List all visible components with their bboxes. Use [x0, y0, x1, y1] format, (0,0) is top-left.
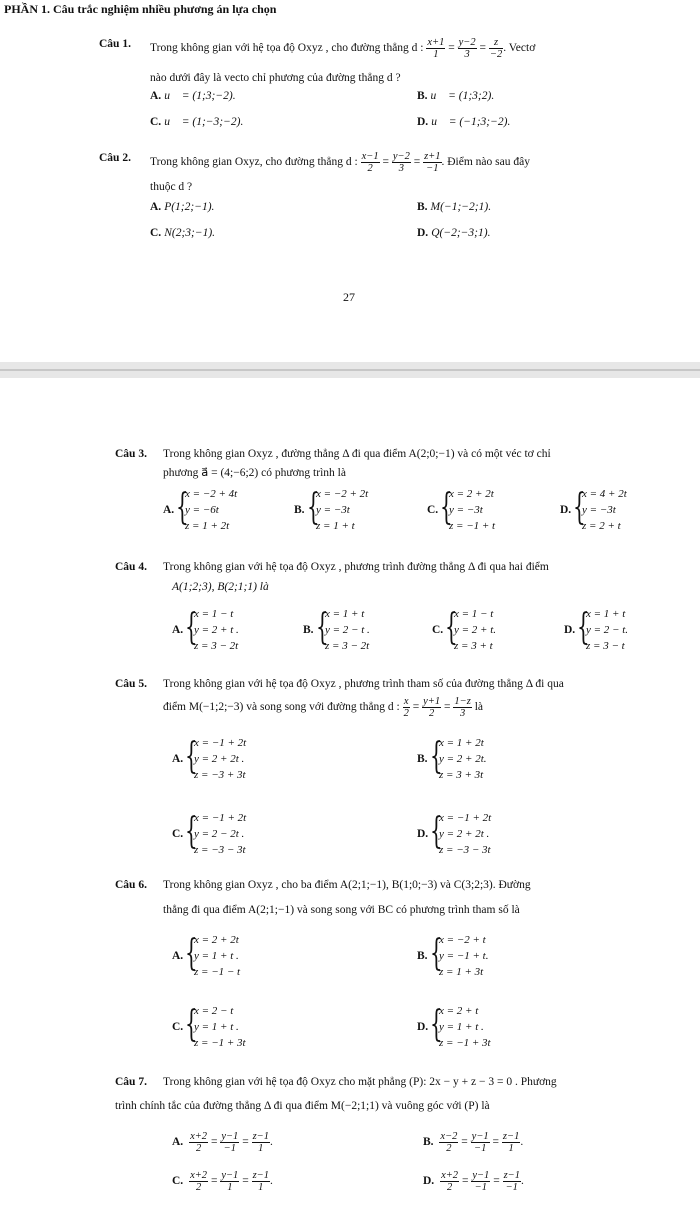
q7-option-d[interactable]: D. $\frac{x+2}{2}$ = $\frac{y-1}{-1}$ = $\frac{z-1}{-1}$ . [423, 1170, 524, 1193]
q1-stem-text: Trong không gian với hệ tọa độ Oxyz , cho đường thẳng d : [150, 42, 424, 55]
q3-label: Câu 3. [115, 448, 147, 460]
q1-option-c[interactable]: C. u⃗ = (1;−3;−2). [150, 116, 244, 128]
q1-stem: Trong không gian với hệ tọa độ Oxyz , cho đường thẳng d : $\frac{x+1}{1}$ = $\frac{y-2}{3}$ = $\frac{z}{-2}$ . Vectơ [150, 37, 536, 60]
q1-stem-cont: nào dưới đây là vecto chỉ phương của đường thẳng d ? [150, 72, 401, 84]
q4-label: Câu 4. [115, 561, 147, 573]
q3-stem: Trong không gian Oxyz , đường thẳng Δ đi qua điểm A(2;0;−1) và có một véc tơ chỉ [163, 448, 551, 460]
q1-option-b[interactable]: B. u⃗ = (1;3;2). [417, 90, 495, 102]
q2-option-b[interactable]: B. M(−1;−2;1). [417, 201, 492, 213]
q7-stem-cont: trình chính tắc của đường thẳng Δ đi qua điểm M(−2;1;1) và vuông góc với (P) là [115, 1100, 490, 1112]
q1-frac-x: $\frac{x+1}{1}$ [427, 37, 445, 60]
q5-frac-y: $\frac{y+1}{2}$ [423, 696, 441, 719]
q2-option-c[interactable]: C. N(2;3;−1). [150, 227, 216, 239]
q2-frac-z: $\frac{z+1}{-1}$ [424, 151, 441, 174]
q2-stem-cont: thuộc d ? [150, 181, 193, 193]
q2-frac-x: $\frac{x-1}{2}$ [361, 151, 379, 174]
q1-option-d[interactable]: D. u⃗ = (−1;3;−2). [417, 116, 511, 128]
q5-frac-x: $\frac{x}{2}$ [403, 696, 409, 719]
q7-label: Câu 7. [115, 1076, 147, 1088]
q4-stem: Trong không gian với hệ tọa độ Oxyz , phương trình đường thẳng Δ đi qua hai điểm [163, 561, 549, 573]
q7-option-a[interactable]: A. $\frac{x+2}{2}$ = $\frac{y-1}{-1}$ = $\frac{z-1}{1}$ . [172, 1131, 273, 1154]
q7-option-b[interactable]: B. $\frac{x-2}{2}$ = $\frac{y-1}{-1}$ = $\frac{z-1}{1}$ . [423, 1131, 524, 1154]
section-title: PHẦN 1. Câu trắc nghiệm nhiều phương án lựa chọn [4, 2, 277, 16]
q2-frac-y: $\frac{y-2}{3}$ [392, 151, 410, 174]
q7-stem: Trong không gian với hệ tọa độ Oxyz cho mặt phẳng (P): 2x − y + z − 3 = 0 . Phương [163, 1076, 557, 1088]
q6-stem: Trong không gian Oxyz , cho ba điểm A(2;1;−1), B(1;0;−3) và C(3;2;3). Đường [163, 879, 531, 891]
q2-stem: Trong không gian Oxyz, cho đường thẳng d : $\frac{x-1}{2}$ = $\frac{y-2}{3}$ = $\frac{z+1}{-1}$ . Điểm nào sau đây [150, 151, 530, 174]
q3-stem-cont: phương a⃗ = (4;−6;2) có phương trình là [163, 467, 346, 479]
q5-label: Câu 5. [115, 678, 147, 690]
q7-option-c[interactable]: C. $\frac{x+2}{2}$ = $\frac{y-1}{1}$ = $\frac{z-1}{1}$ . [172, 1170, 273, 1193]
q1-frac-y: $\frac{y-2}{3}$ [458, 37, 476, 60]
q2-label: Câu 2. [99, 152, 131, 164]
page-number: 27 [343, 290, 355, 304]
q4-stem-cont: A(1;2;3), B(2;1;1) là [172, 581, 269, 593]
page-break-line [0, 369, 700, 371]
q2-option-d[interactable]: D. Q(−2;−3;1). [417, 227, 491, 239]
q2-option-a[interactable]: A. P(1;2;−1). [150, 201, 215, 213]
q1-option-a[interactable]: A. u⃗ = (1;3;−2). [150, 90, 236, 102]
q5-frac-z: $\frac{1-z}{3}$ [454, 696, 471, 719]
q1-frac-z: $\frac{z}{-2}$ [489, 37, 503, 60]
q5-stem: Trong không gian với hệ tọa độ Oxyz , phương trình tham số của đường thẳng Δ đi qua [163, 678, 564, 690]
q6-label: Câu 6. [115, 879, 147, 891]
q6-stem-cont: thẳng đi qua điểm A(2;1;−1) và song song với BC có phương trình tham số là [163, 904, 520, 916]
q1-label: Câu 1. [99, 38, 131, 50]
q5-stem-cont: điểm M(−1;2;−3) và song song với đường thẳng d : $\frac{x}{2}$ = $\frac{y+1}{2}$ = $\frac{1-z}{3}$ là [163, 696, 483, 719]
